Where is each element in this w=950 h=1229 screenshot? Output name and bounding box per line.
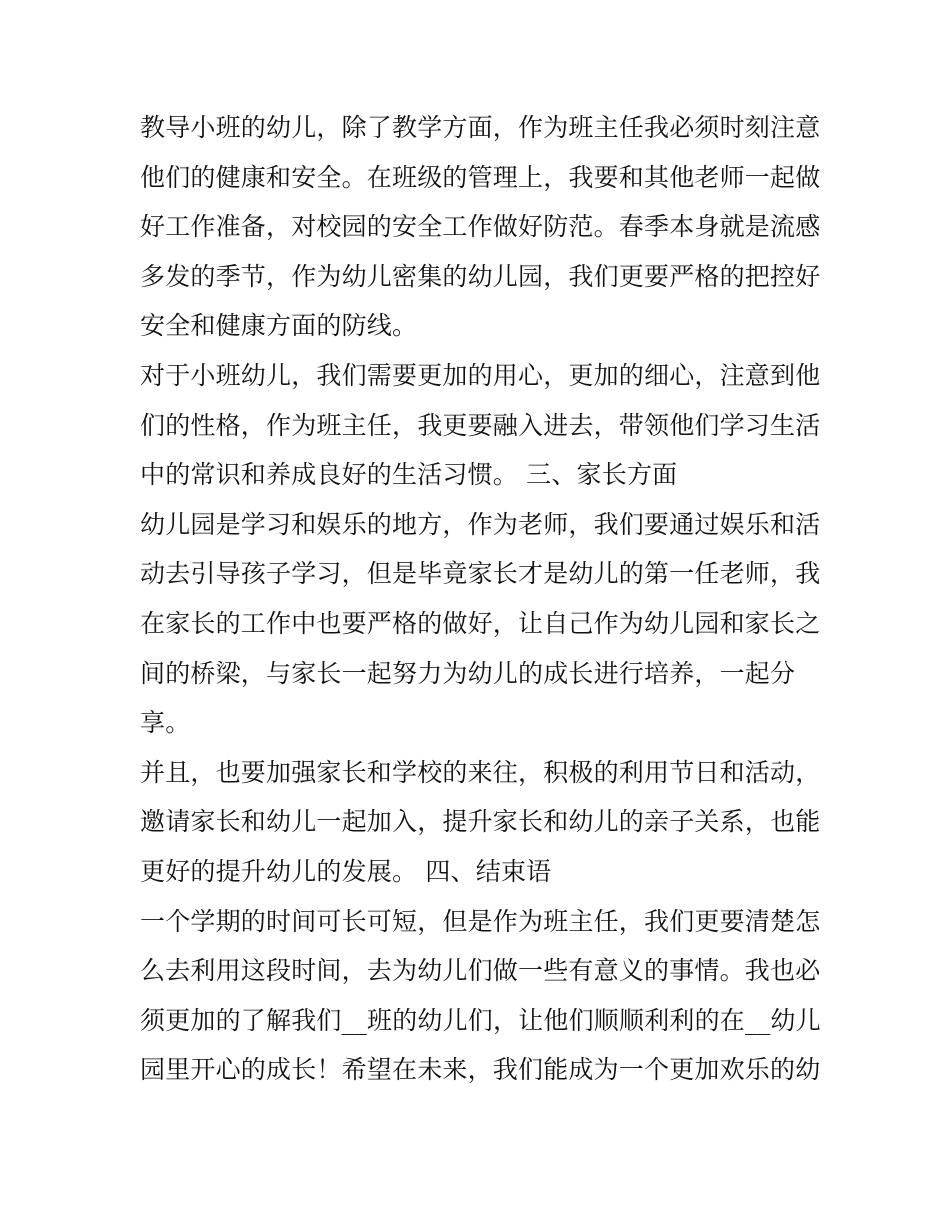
text-line: 安全和健康方面的防线。 xyxy=(140,311,418,341)
text-line: 中的常识和养成良好的生活习惯。 三、家长方面 xyxy=(140,460,678,490)
document-body xyxy=(140,103,820,1095)
text-line: 他们的健康和安全。在班级的管理上，我要和其他老师一起做 xyxy=(140,162,821,192)
text-line: 动去引导孩子学习，但是毕竟家长才是幼儿的第一任老师，我 xyxy=(140,559,821,589)
text-line: 教导小班的幼儿，除了教学方面，作为班主任我必须时刻注意 xyxy=(140,113,821,142)
text-line: 多发的季节，作为幼儿密集的幼儿园，我们更要严格的把控好 xyxy=(140,261,821,291)
text-line: 邀请家长和幼儿一起加入，提升家长和幼儿的亲子关系，也能 xyxy=(140,807,821,837)
text-line: 好工作准备，对校园的安全工作做好防范。春季本身就是流感 xyxy=(140,212,821,242)
text-line: 更好的提升幼儿的发展。 四、结束语 xyxy=(140,856,552,886)
text-line: 园里开心的成长！希望在未来，我们能成为一个更加欢乐的幼 xyxy=(140,1055,821,1085)
text-line: 须更加的了解我们__班的幼儿们，让他们顺顺利利的在__幼儿 xyxy=(140,1005,821,1035)
text-line: 幼儿园是学习和娱乐的地方，作为老师，我们要通过娱乐和活 xyxy=(140,509,821,539)
text-line: 们的性格，作为班主任，我更要融入进去，带领他们学习生活 xyxy=(140,410,821,440)
text-line: 一个学期的时间可长可短，但是作为班主任，我们更要清楚怎 xyxy=(140,906,821,936)
text-line: 享。 xyxy=(140,708,191,738)
text-line: 间的桥梁，与家长一起努力为幼儿的成长进行培养，一起分 xyxy=(140,658,796,688)
text-line: 对于小班幼儿，我们需要更加的用心，更加的细心，注意到他 xyxy=(140,360,821,390)
text-line: 在家长的工作中也要严格的做好，让自己作为幼儿园和家长之 xyxy=(140,608,821,638)
text-line: 么去利用这段时间，去为幼儿们做一些有意义的事情。我也必 xyxy=(140,956,821,986)
text-line: 并且，也要加强家长和学校的来往，积极的利用节日和活动， xyxy=(140,757,821,787)
